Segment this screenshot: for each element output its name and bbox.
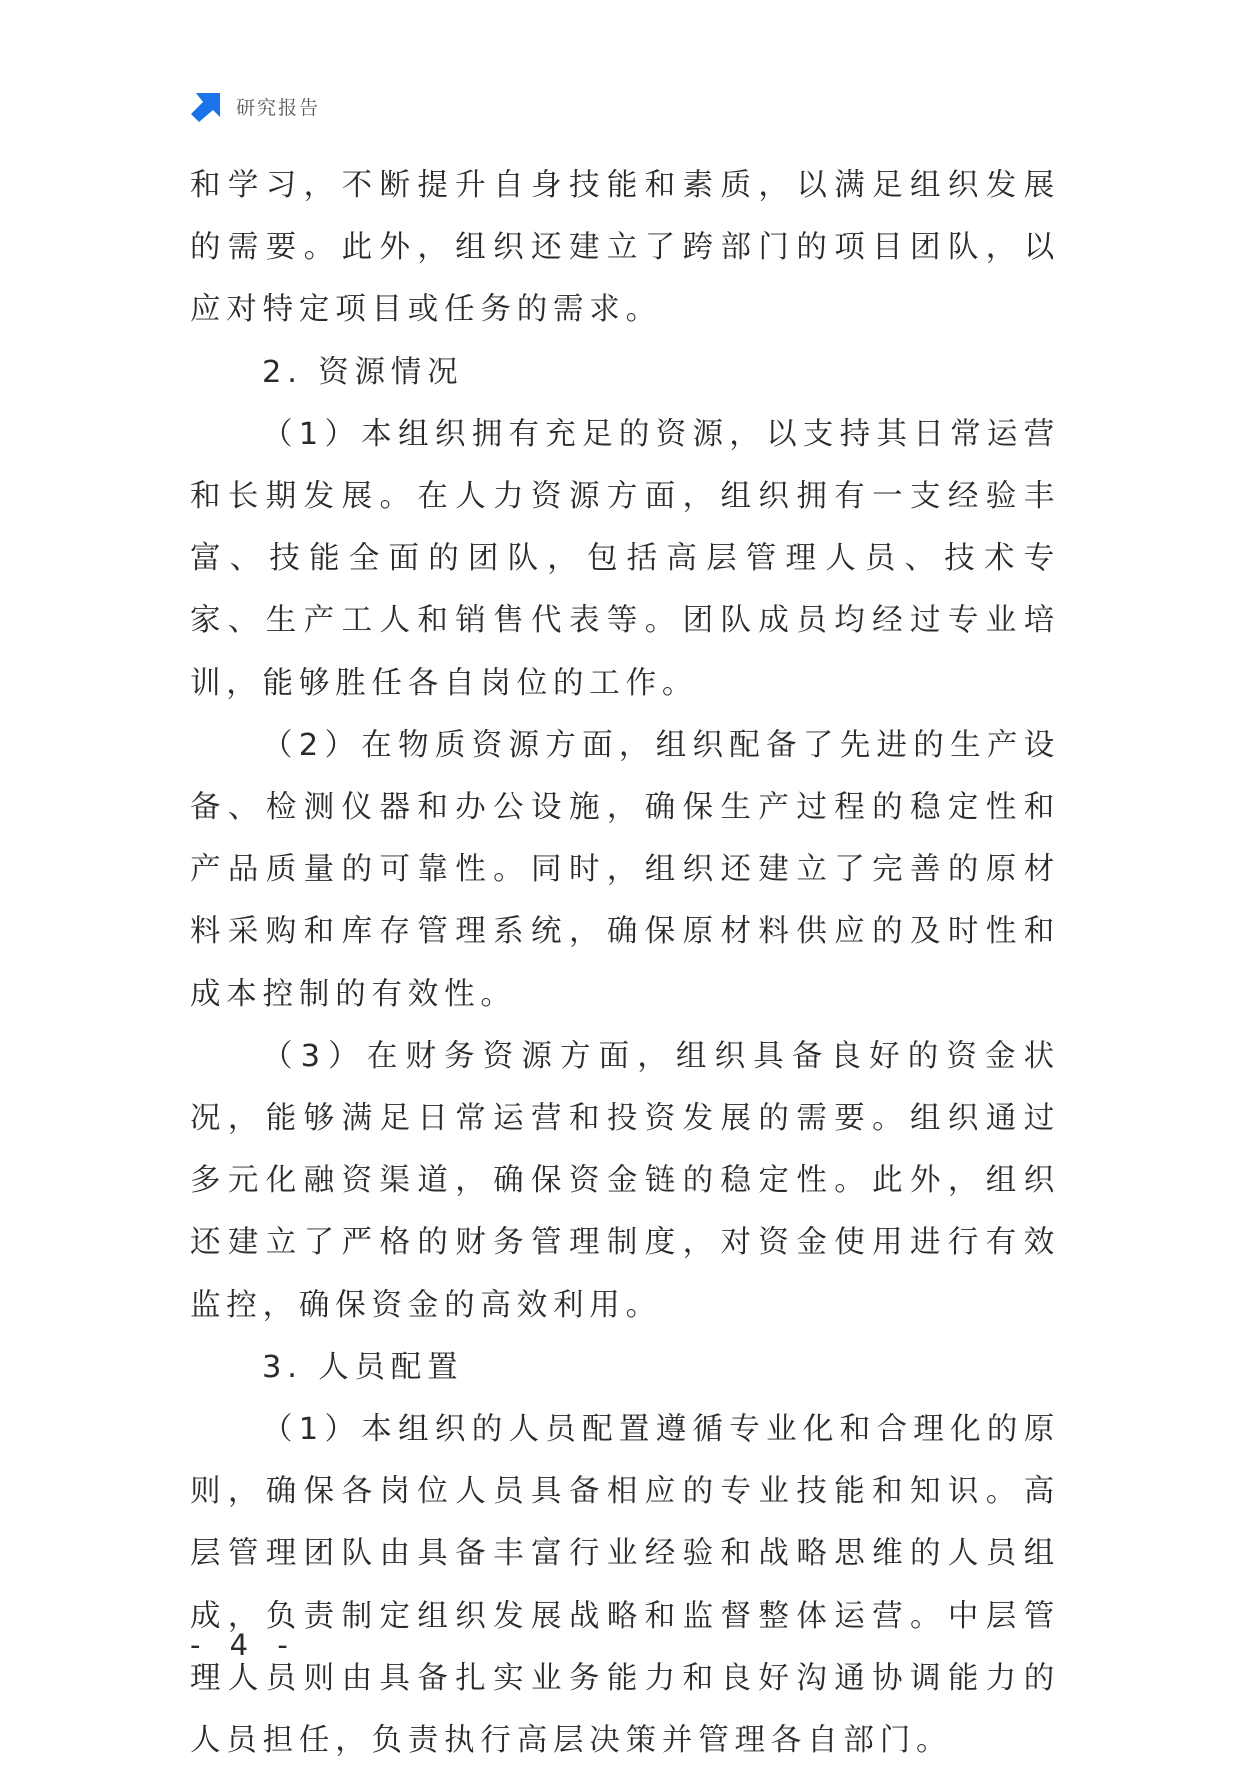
paragraph-resources-3: （3）在财务资源方面，组织具备良好的资金状况，能够满足日常运营和投资发展的需要。组织通过多元化融资渠道，确保资金链的稳定性。此外，组织还建立了严格的财务管理制度，对资金使用进行有效监控，确保资金的高效利用。 [190, 1038, 1060, 1323]
header-title: 研究报告 [236, 96, 321, 119]
paragraph-staffing-1: （1）本组织的人员配置遵循专业化和合理化的原则，确保各岗位人员具备相应的专业技能和知识。高层管理团队由具备丰富行业经验和战略思维的人员组成，负责制定组织发展战略和监督整体运营。中层管理人员则由具备扎实业务能力和良好沟通协调能力的人员担任，负责执行高层决策并管理各自部门。 [190, 1412, 1060, 1759]
paragraph-resources-2: （2）在物质资源方面，组织配备了先进的生产设备、检测仪器和办公设施，确保生产过程的稳定性和产品质量的可靠性。同时，组织还建立了完善的原材料采购和库存管理系统，确保原材料供应的及时性和成本控制的有效性。 [190, 727, 1060, 1012]
arrow-logo-icon [190, 89, 224, 123]
section-heading-resources: 2. 资源情况 [262, 354, 464, 390]
page-number: - 4 - [190, 1628, 298, 1662]
document-body [190, 155, 1060, 1772]
page-header [190, 88, 320, 124]
section-heading-staffing: 3. 人员配置 [262, 1349, 464, 1385]
paragraph-1: 和学习，不断提升自身技能和素质，以满足组织发展的需要。此外，组织还建立了跨部门的项目团队，以应对特定项目或任务的需求。 [190, 168, 1060, 328]
paragraph-resources-1: （1）本组织拥有充足的资源，以支持其日常运营和长期发展。在人力资源方面，组织拥有一支经验丰富、技能全面的团队，包括高层管理人员、技术专家、生产工人和销售代表等。团队成员均经过专业培训，能够胜任各自岗位的工作。 [190, 416, 1060, 701]
